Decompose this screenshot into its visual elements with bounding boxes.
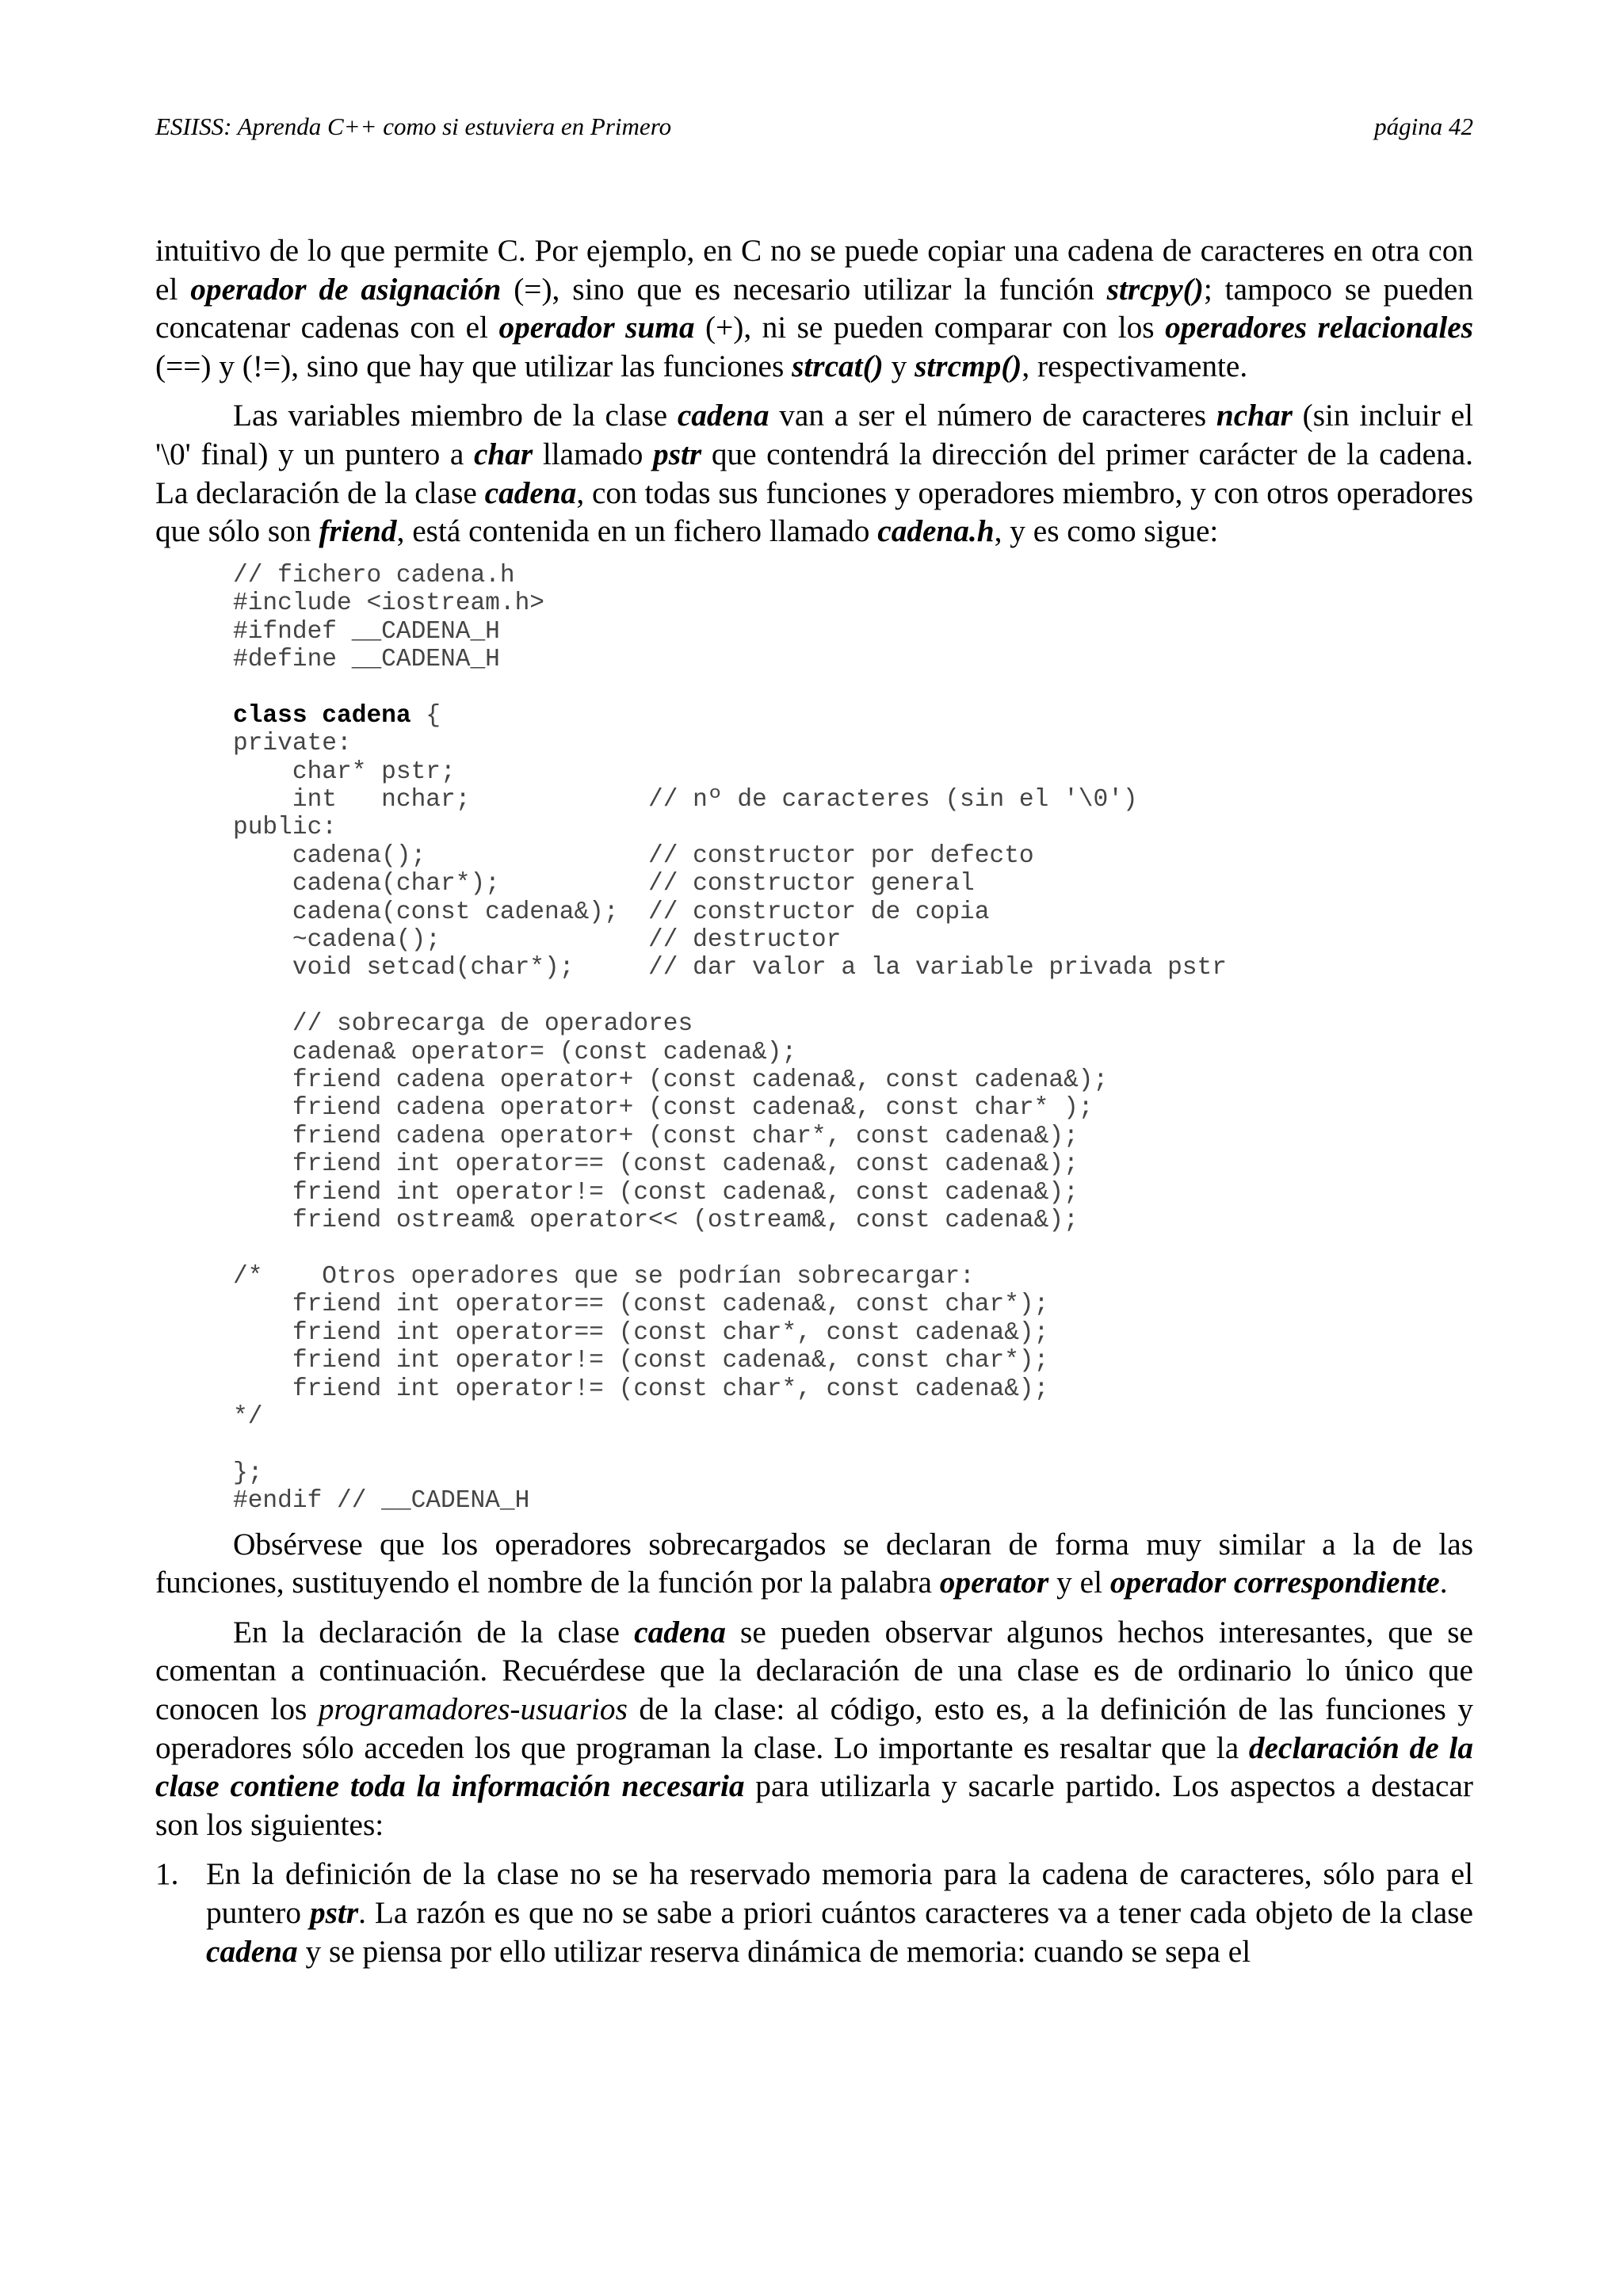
bold-term: operador suma [498,310,695,345]
bold-term: operator [939,1565,1049,1600]
header-title: ESIISS: Aprenda C++ como si estuviera en Primero [155,113,672,140]
text: En la declaración de la clase [233,1614,635,1650]
text: (==) y (!=), sino que hay que utilizar las funciones [155,348,792,383]
bold-term: operadores relacionales [1165,310,1473,345]
italic-term: programadores-usuarios [318,1691,628,1726]
text: , con todas sus funciones y operadores miembro, y con otros operadores que sólo son [155,475,1474,549]
list-number: 1. [155,1856,179,1892]
text: ; tampoco se pueden concatenar cadenas con el [155,271,1473,345]
text: se pueden observar algunos hechos interesantes, que se comentan a continuación. Recuérdese que la declaración de una clase es de ordinario lo único que conocen los [155,1614,1473,1726]
page-number: página 42 [1374,113,1473,140]
bold-term: cadena [206,1933,298,1969]
bold-term: strcmp() [915,348,1022,383]
code-text: { private: char* pstr; int nchar; // nº de caracteres (sin el '\0') public: cadena(); // constructor por defecto cadena(char*); // constructor general cadena(const cadena&); // constructor de copia ~cadena(); // destructor void setcad(char*); // dar valor a la variable privada pstr // sobrecarga de operadores cadena& operator= (const cadena&); friend cadena operator+ (const cadena&, const cadena&); friend cadena operator+ (const cadena&, const char* ); friend cadena operator+ (const char*, const cadena&); friend int operator== (const cadena&, const cadena&); friend int operator!= (const cadena&, const cadena&); friend ostream& operator<< (ostream&, const cadena&); /* Otros operadores que se podrían sobrecargar: friend int operator== (const cadena&, const char*); friend int operator== (const char*, const cadena&); friend int operator!= (const cadena&, const char*); friend int operator!= (const char*, const cadena&); */ }; #endif // __CADENA_H [233,701,1227,1516]
text: , y es como sigue: [994,513,1219,549]
text: Las variables miembro de la clase [233,398,678,433]
code-text: // fichero cadena.h #include <iostream.h> #ifndef __CADENA_H #define __CADENA_H [233,561,545,673]
bold-term: pstr [653,436,702,471]
text: , está contenida en un fichero llamado [396,513,878,549]
text: (+), ni se pueden comparar con los [694,310,1166,345]
bold-term: nchar [1216,398,1293,433]
bold-term: cadena [677,398,769,433]
bold-term: declaración de la clase contiene toda la información necesaria [155,1730,1473,1804]
paragraph-3 [155,1525,1473,1602]
text: . La razón es que no se sabe a priori cuántos caracteres va a tener cada objeto de la clase [358,1894,1473,1930]
bold-term: friend [319,513,397,549]
bold-term: operador de asignación [190,271,502,307]
text: y el [1048,1565,1110,1600]
list-item-1 [155,1855,1473,1970]
code-listing [155,562,1473,1516]
bold-term: strcat() [792,348,884,383]
paragraph-4 [155,1613,1473,1844]
text: y se piensa por ello utilizar reserva dinámica de memoria: cuando se sepa el [297,1933,1251,1969]
text: . [1439,1565,1448,1600]
page-body [155,231,1473,1970]
text: que contendrá la dirección del primer carácter de la cadena. La declaración de la clase [155,436,1473,510]
text: van a ser el número de caracteres [769,398,1216,433]
bold-term: operador correspondiente [1109,1565,1440,1600]
paragraph-1 [155,231,1473,385]
bold-term: cadena [634,1614,726,1650]
text: (=), sino que es necesario utilizar la función [501,271,1107,307]
bold-term: cadena.h [877,513,995,549]
text: llamado [533,436,654,471]
paragraph-2 [155,396,1473,550]
text: (sin incluir el '\0' final) y un puntero a [155,398,1474,471]
text: En la definición de la clase no se ha reservado memoria para la cadena de caracteres, sólo para el puntero [206,1856,1473,1930]
text: para utilizarla y sacarle partido. Los aspectos a destacar son los siguientes: [155,1768,1473,1842]
text: Obsérvese que los operadores sobrecargados se declaran de forma muy similar a la de las funciones, sustituyendo el nombre de la función por la palabra [155,1526,1473,1600]
bold-term: cadena [484,475,577,510]
text: de la clase: al código, esto es, a la definición de las funciones y operadores sólo acceden los que programan la clase. Lo importante es resaltar que la [155,1691,1473,1765]
text: y [883,348,915,383]
text: intuitivo de lo que permite C. Por ejemplo, en C no se puede copiar una cadena de caracteres en otra con el [155,233,1473,307]
code-keyword: class cadena [233,701,411,730]
bold-term: char [473,436,533,471]
text: , respectivamente. [1022,348,1248,383]
bold-term: strcpy() [1106,271,1204,307]
bold-term: pstr [309,1894,359,1930]
